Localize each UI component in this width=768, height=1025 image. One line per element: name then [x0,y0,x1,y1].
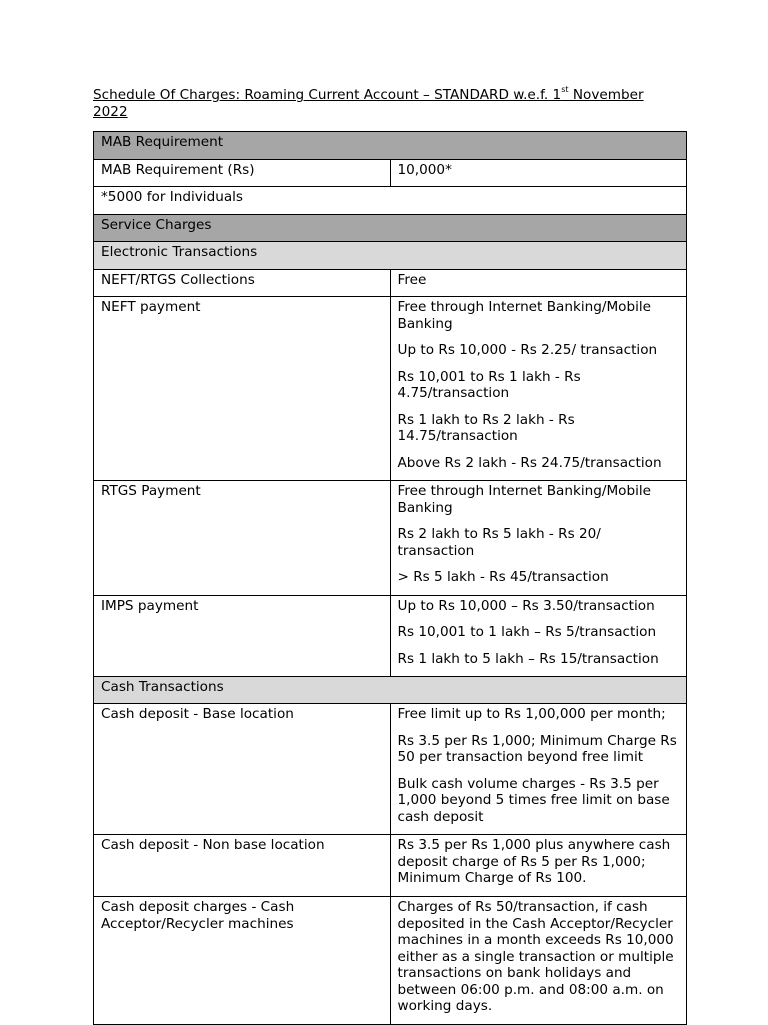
charge-line: Rs 1 lakh to 5 lakh – Rs 15/transaction [397,650,659,667]
cash-deposit-base-charges [390,704,687,835]
cash-machines-value: Charges of Rs 50/transaction, if cash deposited in the Cash Acceptor/Recycler machines in a month exceeds Rs 10,000 either as a single transaction or multiple transactions on bank holidays and between 06:00 p.m. and 08:00 a.m. on working days. [390,897,687,1025]
charge-line: Free limit up to Rs 1,00,000 per month; [397,706,666,722]
charge-line: Up to Rs 10,000 - Rs 2.25/ transaction [397,342,658,358]
imps-payment-charges [390,595,687,677]
electronic-transactions-row [94,242,687,270]
charge-line: Above Rs 2 lakh - Rs 24.75/transaction [397,454,662,471]
table-row [94,835,687,897]
charge-line: Bulk cash volume charges - Rs 3.5 per 1,000 beyond 5 times free limit on base cash deposit [397,775,670,825]
table-row [94,704,687,835]
table-row [94,481,687,596]
charge-line: Rs 10,001 to Rs 1 lakh - Rs 4.75/transaction [397,368,581,401]
rtgs-payment-charges [390,481,687,596]
charge-line: Free through Internet Banking/Mobile Banking [397,483,652,516]
cash-deposit-nonbase-label: Cash deposit - Non base location [94,835,391,897]
mab-note: *5000 for Individuals [94,187,687,215]
neft-rtgs-collections-label: NEFT/RTGS Collections [94,270,391,297]
charge-line: Rs 3.5 per Rs 1,000; Minimum Charge Rs 50 per transaction beyond free limit [397,732,677,765]
neft-payment-charges [390,297,687,481]
service-charges-header: Service Charges [94,215,687,242]
mab-header: MAB Requirement [94,132,687,160]
cash-transactions-header: Cash Transactions [94,677,687,704]
service-charges-row [94,215,687,242]
imps-payment-label: IMPS payment [94,595,391,677]
table-row [94,297,687,481]
neft-rtgs-collections-value: Free [390,270,687,297]
charge-line: > Rs 5 lakh - Rs 45/transaction [397,569,609,585]
charge-line: Up to Rs 10,000 – Rs 3.50/transaction [397,597,655,614]
cash-deposit-base-label: Cash deposit - Base location [94,704,391,835]
cash-machines-label: Cash deposit charges - Cash Acceptor/Recycler machines [94,897,391,1025]
table-row [94,595,687,677]
table-row [94,270,687,297]
table-row [94,160,687,187]
charge-line: Rs 2 lakh to Rs 5 lakh - Rs 20/ transaction [397,526,601,559]
charge-line: Free through Internet Banking/Mobile Banking [397,299,652,332]
table-row [94,187,687,215]
mab-header-row [94,132,687,160]
charge-line: Rs 10,001 to 1 lakh – Rs 5/transaction [397,624,657,640]
mab-requirement-label: MAB Requirement (Rs) [94,160,391,187]
table-row [94,897,687,1025]
cash-transactions-row [94,677,687,704]
neft-payment-label: NEFT payment [94,297,391,481]
cash-deposit-nonbase-value: Rs 3.5 per Rs 1,000 plus anywhere cash deposit charge of Rs 5 per Rs 1,000; Minimum Charge of Rs 100. [390,835,687,897]
mab-requirement-value: 10,000* [390,160,687,187]
rtgs-payment-label: RTGS Payment [94,481,391,596]
schedule-of-charges-table [93,131,687,1025]
title-superscript: st [561,85,569,95]
page-title: Schedule Of Charges: Roaming Current Account – STANDARD w.e.f. 1st November 2022 [93,85,644,120]
charge-line: Rs 1 lakh to Rs 2 lakh - Rs 14.75/transaction [397,411,575,444]
electronic-transactions-header: Electronic Transactions [94,242,687,270]
